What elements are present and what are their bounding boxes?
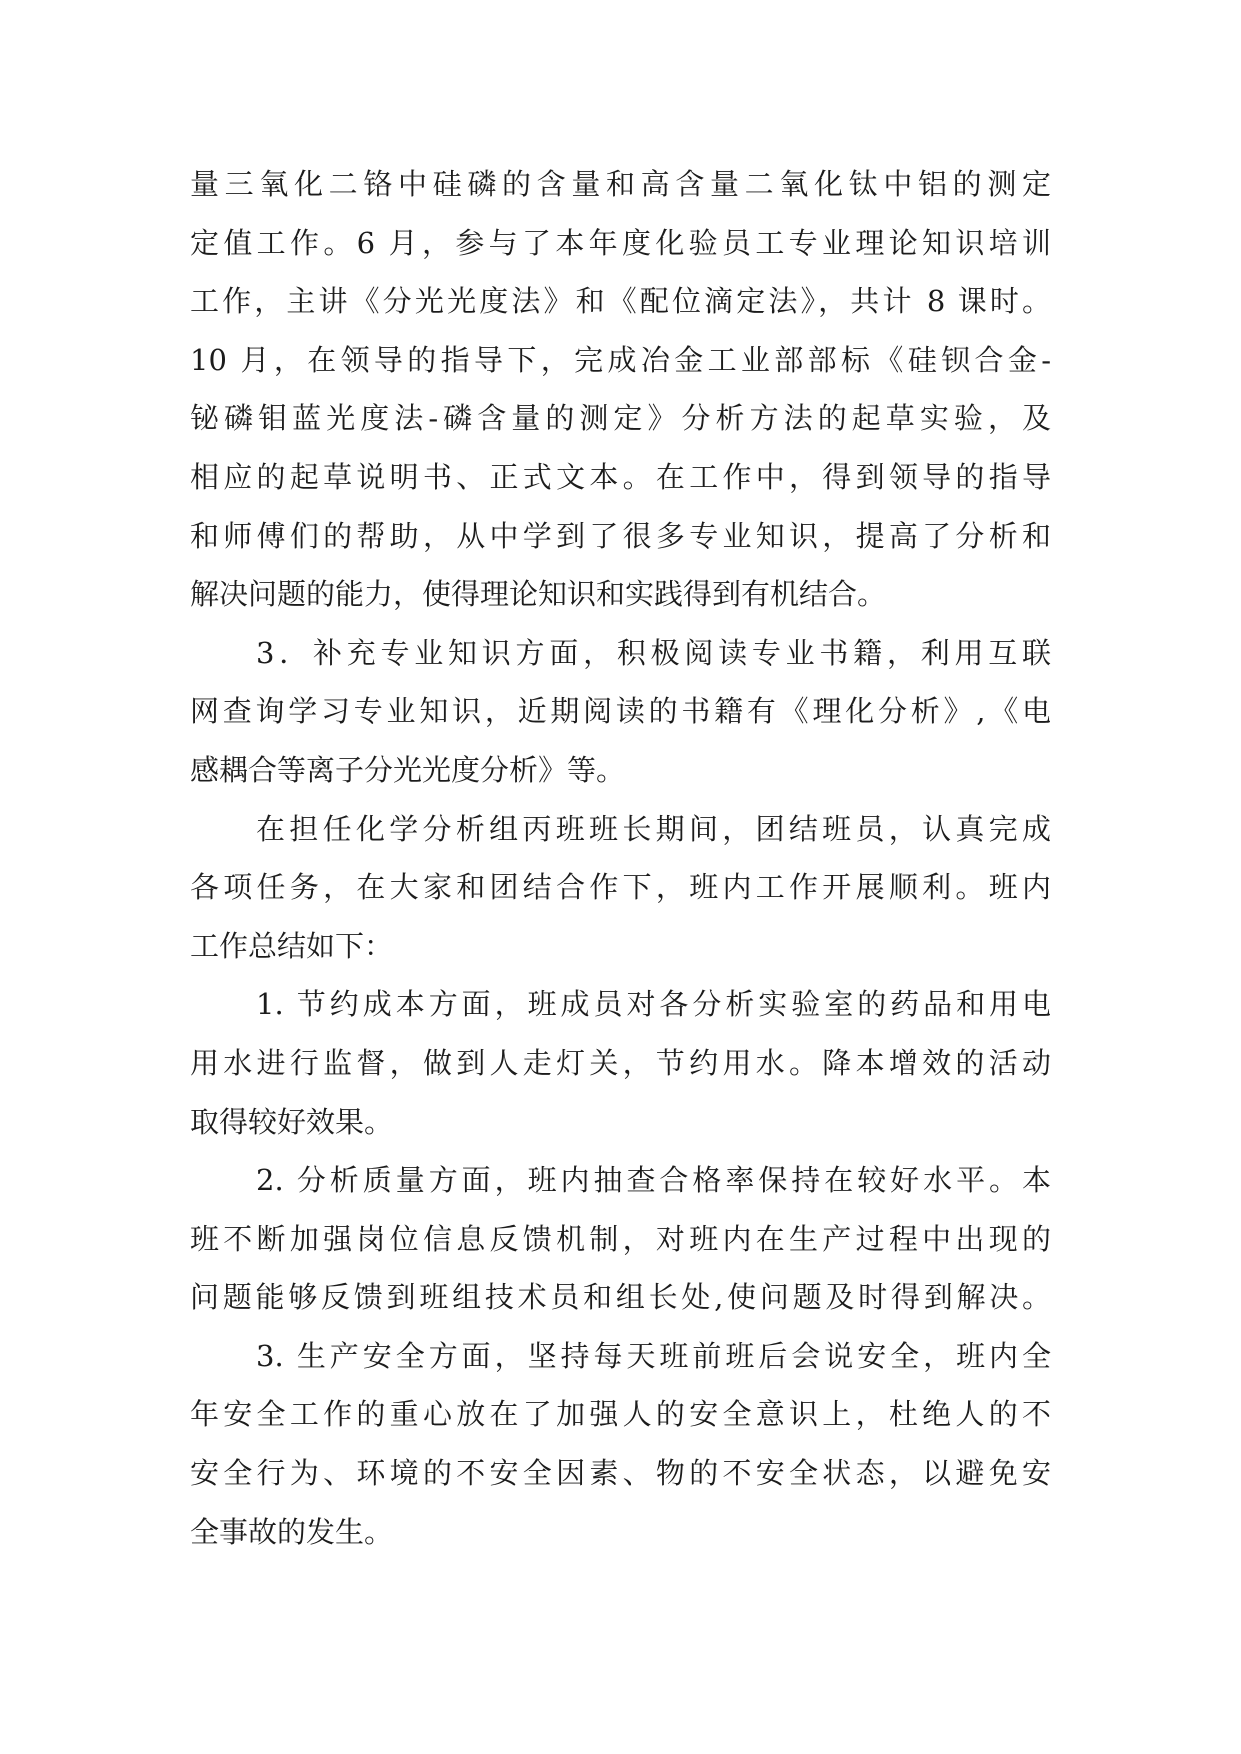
paragraph-professional-knowledge: [190, 624, 1051, 800]
document-body: [190, 155, 1051, 1561]
text-line: 解决问题的能力，使得理论知识和实践得到有机结合。: [190, 577, 887, 612]
text-line: 用水进行监督，做到人走灯关，节约用水。降本增效的活动: [190, 1045, 1051, 1080]
text-line: 网查询学习专业知识，近期阅读的书籍有《理化分析》,《电: [190, 694, 1051, 729]
text-line: 全事故的发生。: [190, 1514, 394, 1549]
text-line: 定值工作。6 月，参与了本年度化验员工专业理论知识培训: [190, 225, 1051, 260]
text-line: 10 月，在领导的指导下，完成冶金工业部部标《硅钡合金-: [190, 342, 1051, 377]
paragraph-production-safety: [190, 1327, 1051, 1561]
paragraph-team-leader: [190, 800, 1051, 976]
paragraph-analysis-quality: [190, 1151, 1051, 1327]
text-line: 取得较好效果。: [190, 1104, 394, 1139]
text-line: 在担任化学分析组丙班班长期间，团结班员，认真完成: [256, 811, 1051, 846]
text-line: 3. 生产安全方面，坚持每天班前班后会说安全，班内全: [256, 1338, 1051, 1373]
text-line: 年安全工作的重心放在了加强人的安全意识上，杜绝人的不: [190, 1397, 1051, 1432]
text-line: 和师傅们的帮助，从中学到了很多专业知识，提高了分析和: [190, 518, 1051, 553]
paragraph-continuation: [190, 155, 1051, 624]
text-line: 各项任务，在大家和团结合作下，班内工作开展顺利。班内: [190, 870, 1051, 905]
paragraph-cost-saving: [190, 975, 1051, 1151]
text-line: 感耦合等离子分光光度分析》等。: [190, 752, 626, 787]
text-line: 3．补充专业知识方面，积极阅读专业书籍，利用互联: [256, 635, 1051, 670]
text-line: 铋磷钼蓝光度法-磷含量的测定》分析方法的起草实验，及: [190, 401, 1051, 436]
text-line: 班不断加强岗位信息反馈机制，对班内在生产过程中出现的: [190, 1221, 1051, 1256]
text-line: 问题能够反馈到班组技术员和组长处,使问题及时得到解决。: [190, 1280, 1051, 1315]
text-line: 量三氧化二铬中硅磷的含量和高含量二氧化钛中铝的测定: [190, 167, 1051, 201]
text-line: 2. 分析质量方面，班内抽查合格率保持在较好水平。本: [256, 1163, 1051, 1198]
text-line: 相应的起草说明书、正式文本。在工作中，得到领导的指导: [190, 459, 1051, 494]
text-line: 工作总结如下：: [190, 928, 394, 963]
text-line: 安全行为、环境的不安全因素、物的不安全状态，以避免安: [190, 1456, 1051, 1491]
text-line: 工作，主讲《分光光度法》和《配位滴定法》，共计 8 课时。: [190, 284, 1051, 319]
text-line: 1. 节约成本方面，班成员对各分析实验室的药品和用电: [256, 987, 1051, 1022]
